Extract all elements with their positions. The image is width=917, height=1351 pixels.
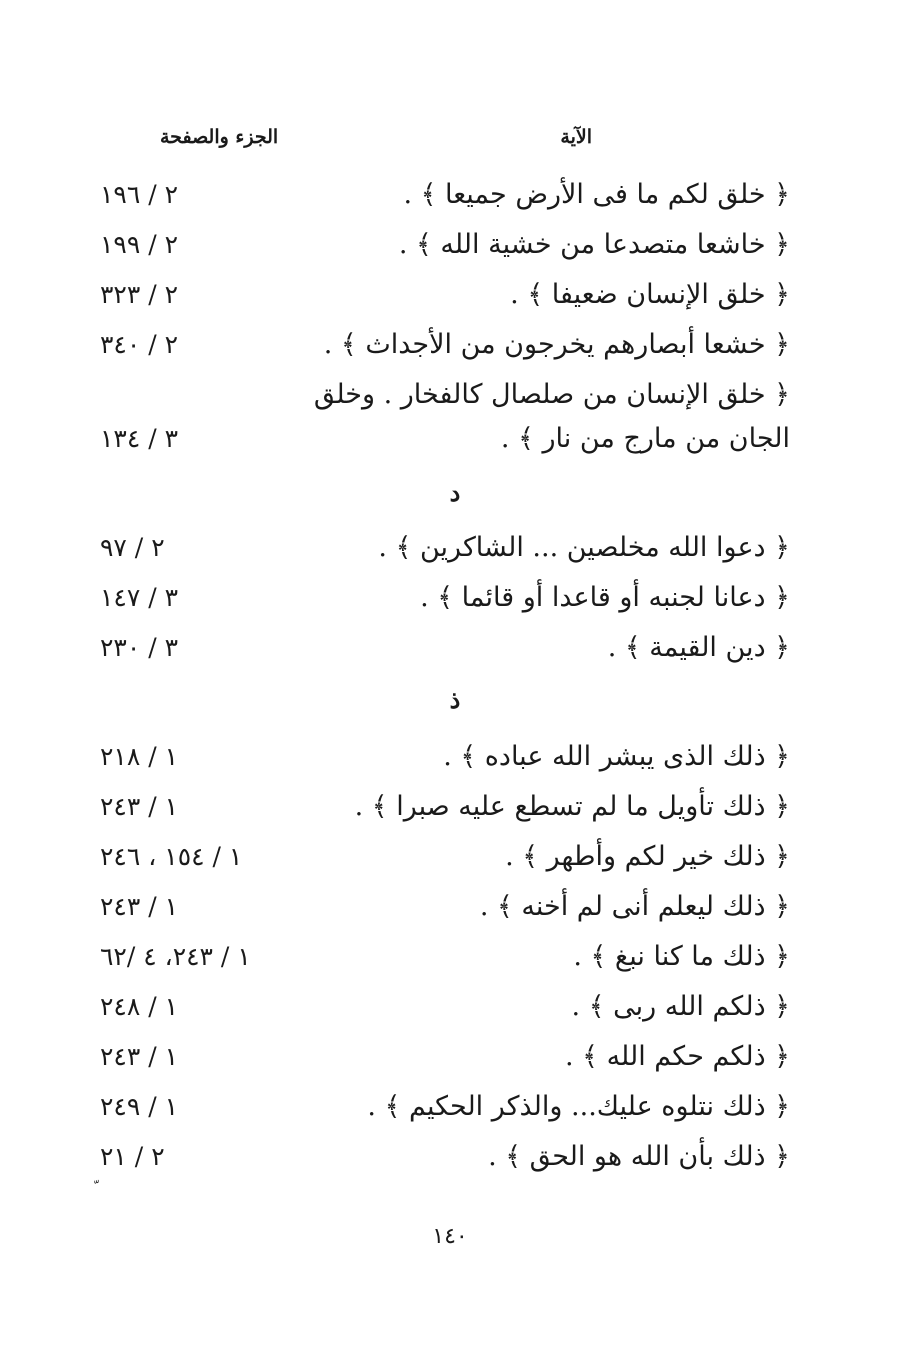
volume-page-ref: ١ / ٢١٨: [100, 742, 179, 771]
verse-text: ﴿ ذلك ليعلم أنى لم أخنه ﴾ .: [479, 891, 790, 922]
index-row: [0, 414, 917, 464]
verse-text: ﴿ دعانا لجنبه أو قاعدا أو قائما ﴾ .: [420, 582, 790, 613]
volume-page-ref: ١ / ٢٤٣: [100, 1042, 179, 1071]
verse-text: ﴿ ذلك الذى يبشر الله عباده ﴾ .: [443, 741, 790, 772]
verse-column-header: الآية: [560, 126, 592, 148]
volume-page-ref: ٣ / ١٤٧: [100, 583, 179, 612]
volume-page-ref: ١ / ٢٤٣، ٤ /٦٢: [100, 942, 251, 971]
volume-page-ref: ٢ / ١٩٦: [100, 180, 179, 209]
volume-page-ref: ٢ / ٢١: [100, 1142, 165, 1171]
reference-column-header: الجزء والصفحة: [160, 126, 279, 148]
verse-text: ﴿ ذلكم حكم الله ﴾ .: [565, 1041, 790, 1072]
volume-page-ref: ٣ / ٢٣٠: [100, 633, 179, 662]
verse-text: ﴿ ذلك بأن الله هو الحق ﴾ .: [488, 1141, 790, 1172]
index-row: [0, 370, 917, 420]
volume-page-ref: ١ / ١٥٤ ، ٢٤٦: [100, 842, 243, 871]
verse-text: ﴿ ذلك خير لكم وأطهر ﴾ .: [505, 841, 790, 872]
index-row: [0, 882, 917, 932]
verse-text: ﴿ ذلكم الله ربى ﴾ .: [571, 991, 790, 1022]
verse-text: ﴿ خلق الإنسان من صلصال كالفخار . وخلق: [313, 379, 790, 410]
verse-text: الجان من مارج من نار ﴾ .: [500, 423, 790, 454]
verse-text: ﴿ دين القيمة ﴾ .: [607, 632, 790, 663]
volume-page-ref: ٢ / ٩٧: [100, 533, 165, 562]
index-row: [0, 1032, 917, 1082]
index-row: [0, 832, 917, 882]
section-letter-dhal: ذ: [449, 685, 461, 714]
verse-text: ﴿ خشعا أبصارهم يخرجون من الأجداث ﴾ .: [323, 329, 790, 360]
index-row: [0, 270, 917, 320]
index-row: [0, 623, 917, 673]
section-letter-dal: د: [449, 478, 461, 507]
volume-page-ref: ٣ / ١٣٤: [100, 424, 179, 453]
verse-text: ﴿ خلق لكم ما فى الأرض جميعا ﴾ .: [403, 179, 790, 210]
index-row: [0, 932, 917, 982]
verse-text: ﴿ ذلك ما كنا نبغ ﴾ .: [573, 941, 790, 972]
index-row: [0, 170, 917, 220]
index-row: [0, 732, 917, 782]
volume-page-ref: ٢ / ١٩٩: [100, 230, 179, 259]
volume-page-ref: ٢ / ٣٤٠: [100, 330, 179, 359]
index-row: [0, 220, 917, 270]
index-row: [0, 1082, 917, 1132]
index-row: [0, 982, 917, 1032]
verse-text: ﴿ ذلك نتلوه عليك... والذكر الحكيم ﴾ .: [367, 1091, 790, 1122]
verse-text: ﴿ خاشعا متصدعا من خشية الله ﴾ .: [398, 229, 790, 260]
index-row: [0, 523, 917, 573]
page-number: ١٤٠: [432, 1224, 468, 1249]
index-row: [0, 320, 917, 370]
volume-page-ref: ١ / ٢٤٨: [100, 992, 179, 1021]
index-row: [0, 1132, 917, 1182]
index-row: [0, 782, 917, 832]
index-row: [0, 573, 917, 623]
volume-page-ref: ١ / ٢٤٣: [100, 892, 179, 921]
volume-page-ref: ١ / ٢٤٣: [100, 792, 179, 821]
volume-page-ref: ٢ / ٣٢٣: [100, 280, 179, 309]
volume-page-ref: ١ / ٢٤٩: [100, 1092, 179, 1121]
verse-text: ﴿ خلق الإنسان ضعيفا ﴾ .: [510, 279, 790, 310]
verse-text: ﴿ دعوا الله مخلصين ... الشاكرين ﴾ .: [378, 532, 790, 563]
verse-text: ﴿ ذلك تأويل ما لم تسطع عليه صبرا ﴾ .: [354, 791, 790, 822]
